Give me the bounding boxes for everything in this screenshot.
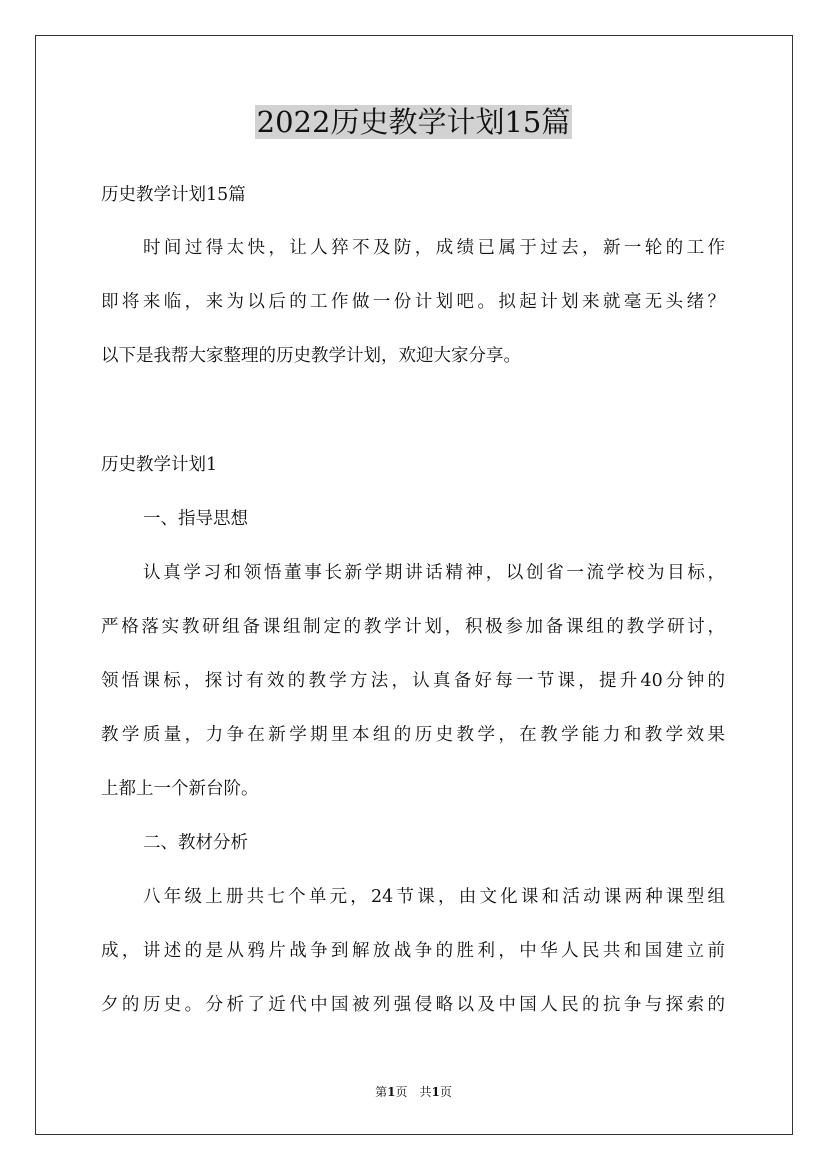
footer-total-pages: 1 bbox=[431, 1085, 440, 1099]
part1-line-5: 上都上一个新台阶。 bbox=[101, 779, 259, 799]
part1-line-3: 领悟课标，探讨有效的教学方法，认真备好每一节课，提升40分钟的 bbox=[101, 671, 725, 691]
part-heading-textbook-analysis: 二、教材分析 bbox=[143, 833, 248, 853]
footer-page-number: 1 bbox=[387, 1085, 396, 1099]
part2-line-2: 成，讲述的是从鸦片战争到解放战争的胜利，中华人民共和国建立前 bbox=[101, 941, 725, 961]
part-heading-guiding-ideology: 一、指导思想 bbox=[143, 509, 248, 529]
page-footer bbox=[0, 1083, 827, 1101]
footer-mid: 页 共 bbox=[395, 1085, 432, 1099]
document-title bbox=[0, 100, 827, 144]
part2-line-3: 夕的历史。分析了近代中国被列强侵略以及中国人民的抗争与探索的 bbox=[101, 995, 725, 1015]
footer-suffix: 页 bbox=[439, 1085, 452, 1099]
part2-line-1: 八年级上册共七个单元，24节课，由文化课和活动课两种课型组 bbox=[143, 887, 725, 907]
part1-line-4: 教学质量，力争在新学期里本组的历史教学，在教学能力和教学效果 bbox=[101, 725, 725, 745]
document-title-text: 2022历史教学计划15篇 bbox=[256, 105, 571, 139]
section-heading: 历史教学计划1 bbox=[101, 455, 218, 475]
footer-prefix: 第 bbox=[375, 1085, 388, 1099]
intro-line-2: 即将来临，来为以后的工作做一份计划吧。拟起计划来就毫无头绪？ bbox=[101, 292, 725, 312]
part1-line-2: 严格落实教研组备课组制定的教学计划，积极参加备课组的教学研讨， bbox=[101, 617, 725, 637]
part1-line-1: 认真学习和领悟董事长新学期讲话精神，以创省一流学校为目标， bbox=[143, 563, 725, 583]
document-subtitle: 历史教学计划15篇 bbox=[101, 185, 246, 205]
intro-line-1: 时间过得太快，让人猝不及防，成绩已属于过去，新一轮的工作 bbox=[143, 238, 725, 258]
intro-line-3: 以下是我帮大家整理的历史教学计划，欢迎大家分享。 bbox=[101, 346, 521, 366]
